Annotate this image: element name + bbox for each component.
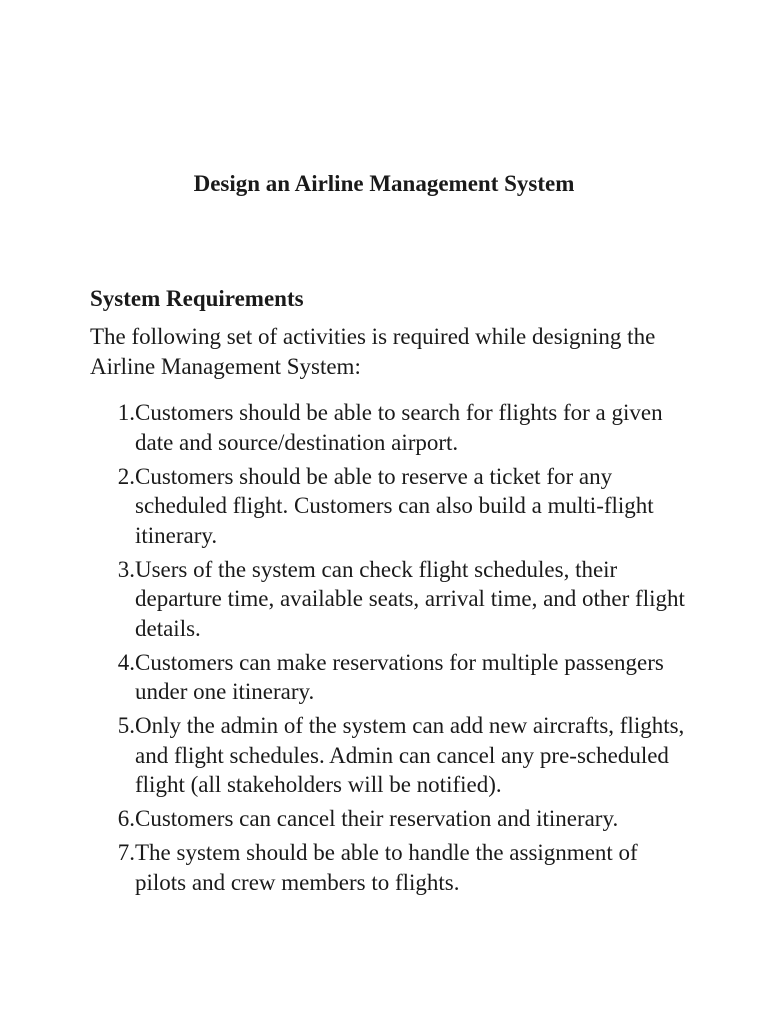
list-item — [90, 462, 690, 551]
list-item — [90, 398, 690, 457]
list-item-number: 4. — [117, 649, 135, 675]
list-item — [90, 838, 690, 897]
intro-paragraph: The following set of activities is required while designing the Airline Management System: — [90, 324, 656, 379]
list-item-text: Users of the system can check flight schedules, their departure time, available seats, arrival time, and other flight details. — [135, 556, 685, 641]
list-item-number: 7. — [117, 840, 135, 865]
list-item-text: The system should be able to handle the assignment of pilots and crew members to flights. — [135, 840, 638, 895]
list-item — [90, 648, 690, 707]
list-item-number: 1. — [117, 400, 135, 425]
list-item-text: Only the admin of the system can add new aircrafts, flights, and flight schedules. Admin can cancel any pre-scheduled flight (all stakeholders will be notified). — [135, 713, 685, 797]
section-heading: System Requirements — [90, 286, 304, 311]
list-item-text: Customers can make reservations for multiple passengers under one itinerary. — [135, 649, 664, 704]
list-item-number: 2. — [117, 463, 135, 489]
list-item — [90, 555, 690, 644]
document-title: Design an Airline Management System — [193, 171, 575, 196]
list-item-text: Customers should be able to reserve a ticket for any scheduled flight. Customers can also build a multi-flight itinerary. — [135, 463, 654, 548]
list-item-text: Customers can cancel their reservation and itinerary. — [135, 806, 619, 831]
list-item-number: 6. — [117, 806, 135, 831]
list-item — [90, 804, 690, 834]
list-item — [90, 711, 690, 800]
list-item-number: 5. — [117, 713, 135, 738]
list-item-text: Customers should be able to search for flights for a given date and source/destination airport. — [135, 400, 663, 455]
requirements-list — [90, 398, 690, 902]
list-item-number: 3. — [117, 556, 135, 582]
